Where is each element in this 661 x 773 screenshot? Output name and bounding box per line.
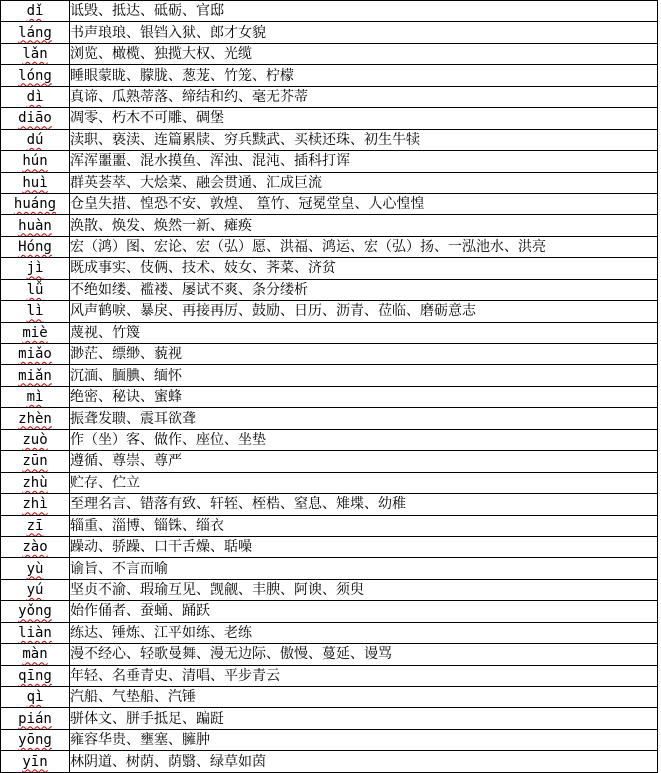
words-cell: 涣散、焕发、焕然一新、瘫痪 (70, 215, 658, 236)
pinyin-text: huàn (18, 217, 52, 234)
table-row (1, 601, 658, 622)
words-cell: 浑浑噩噩、混水摸鱼、浑浊、混沌、插科打诨 (70, 151, 658, 172)
pinyin-cell (1, 579, 70, 600)
table-row (1, 687, 658, 708)
words-cell: 辎重、淄博、锱铢、缁衣 (70, 515, 658, 536)
words-cell: 骈体文、胼手抵足、蹁跹 (70, 708, 658, 729)
pinyin-cell (1, 322, 70, 343)
table-row (1, 558, 658, 579)
words-cell: 真谛、瓜熟蒂落、缔结和约、毫无芥蒂 (70, 86, 658, 107)
table-row (1, 429, 658, 450)
words-cell: 蔑视、竹篾 (70, 322, 658, 343)
words-cell: 绝密、秘诀、蜜蜂 (70, 386, 658, 407)
pinyin-text: zhù (22, 474, 48, 491)
pinyin-text: Hóng (18, 239, 52, 256)
words-cell: 始作俑者、蚕蛹、踊跃 (70, 601, 658, 622)
pinyin-text: mì (26, 389, 44, 406)
pinyin-cell (1, 729, 70, 750)
words-cell: 仓皇失措、惶恐不安、敦煌、 篁竹、冠冕堂皇、人心惶惶 (70, 193, 658, 214)
pinyin-cell (1, 622, 70, 643)
pinyin-cell (1, 43, 70, 64)
pinyin-text: miè (22, 324, 48, 341)
pinyin-cell (1, 644, 70, 665)
pinyin-text: hún (22, 153, 48, 170)
table-row (1, 258, 658, 279)
words-cell: 林阴道、树荫、荫翳、绿草如茵 (70, 751, 658, 772)
pinyin-cell (1, 751, 70, 772)
pinyin-cell (1, 601, 70, 622)
pinyin-cell (1, 151, 70, 172)
pinyin-text: zhì (22, 496, 48, 513)
table-row (1, 472, 658, 493)
pinyin-cell (1, 687, 70, 708)
pinyin-cell (1, 301, 70, 322)
words-cell: 振聋发聩、震耳欲聋 (70, 408, 658, 429)
words-cell: 躁动、骄躁、口干舌燥、聒噪 (70, 536, 658, 557)
pinyin-cell (1, 472, 70, 493)
words-cell: 雍容华贵、壅塞、臃肿 (70, 729, 658, 750)
words-cell: 遵循、尊崇、尊严 (70, 451, 658, 472)
words-cell: 作（坐）客、做作、座位、坐垫 (70, 429, 658, 450)
words-cell: 渺茫、缥缈、藐视 (70, 344, 658, 365)
pinyin-cell (1, 258, 70, 279)
pinyin-cell (1, 451, 70, 472)
pinyin-text: lǎn (22, 46, 48, 63)
pinyin-text: dú (26, 131, 44, 148)
words-cell: 汽船、气垫船、汽锤 (70, 687, 658, 708)
table-body (1, 1, 658, 773)
table-row (1, 622, 658, 643)
pinyin-cell (1, 215, 70, 236)
pinyin-cell (1, 236, 70, 257)
table-row (1, 65, 658, 86)
pinyin-text: yīn (22, 753, 48, 770)
table-row (1, 344, 658, 365)
pinyin-text: yǒng (18, 603, 52, 620)
pinyin-cell (1, 386, 70, 407)
words-cell: 风声鹤唳、暴戾、再接再厉、鼓励、日历、沥青、莅临、磨砺意志 (70, 301, 658, 322)
table-row (1, 22, 658, 43)
pinyin-text: pián (18, 710, 52, 727)
pinyin-cell (1, 708, 70, 729)
pinyin-cell (1, 172, 70, 193)
pinyin-cell (1, 558, 70, 579)
pinyin-text: yōng (18, 732, 52, 749)
pinyin-text: màn (22, 646, 48, 663)
pinyin-text: dǐ (26, 3, 44, 20)
words-cell: 坚贞不渝、瑕瑜互见、觊觎、丰腴、阿谀、须臾 (70, 579, 658, 600)
pinyin-text: zuò (22, 431, 48, 448)
words-cell: 书声琅琅、银铛入狱、郎才女貌 (70, 22, 658, 43)
table-row (1, 1, 658, 22)
words-cell: 既成事实、伎俩、技术、妓女、荠菜、济贫 (70, 258, 658, 279)
pinyin-cell (1, 536, 70, 557)
table-row (1, 215, 658, 236)
words-cell: 渎职、亵渎、连篇累牍、穷兵黩武、买椟还珠、初生牛犊 (70, 129, 658, 150)
words-cell: 群英荟萃、大烩菜、融会贯通、汇成巨流 (70, 172, 658, 193)
table-row (1, 751, 658, 772)
words-cell: 漫不经心、轻歌曼舞、漫无边际、傲慢、蔓延、谩骂 (70, 644, 658, 665)
table-row (1, 665, 658, 686)
table-row (1, 365, 658, 386)
table-row (1, 129, 658, 150)
pinyin-cell (1, 129, 70, 150)
words-cell: 贮存、伫立 (70, 472, 658, 493)
pinyin-cell (1, 65, 70, 86)
words-cell: 浏览、橄榄、独揽大权、光缆 (70, 43, 658, 64)
pinyin-text: dì (26, 88, 44, 105)
pinyin-cell (1, 429, 70, 450)
words-cell: 凋零、朽木不可雕、碉堡 (70, 108, 658, 129)
table-row (1, 644, 658, 665)
table-row (1, 408, 658, 429)
pinyin-text: qīng (18, 667, 52, 684)
pinyin-cell (1, 279, 70, 300)
pinyin-text: jì (26, 260, 44, 277)
pinyin-text: yú (26, 582, 44, 599)
table-row (1, 193, 658, 214)
words-cell: 睡眼蒙眬、朦胧、葱茏、竹笼、柠檬 (70, 65, 658, 86)
words-cell: 年轻、名垂青史、清唱、平步青云 (70, 665, 658, 686)
pinyin-text: qì (26, 689, 44, 706)
table-row (1, 386, 658, 407)
table-row (1, 515, 658, 536)
table-row (1, 301, 658, 322)
table-row (1, 151, 658, 172)
pinyin-cell (1, 665, 70, 686)
table-row (1, 43, 658, 64)
pinyin-text: lǚ (26, 281, 44, 298)
pinyin-text: lóng (18, 67, 52, 84)
table-row (1, 279, 658, 300)
words-cell: 宏（鸿）图、宏论、宏（弘）愿、洪福、鸿运、宏（弘）扬、一泓池水、洪亮 (70, 236, 658, 257)
pinyin-cell (1, 193, 70, 214)
pinyin-text: huáng (13, 196, 57, 213)
pinyin-text: lì (26, 303, 44, 320)
table-row (1, 729, 658, 750)
pinyin-text: yù (26, 560, 44, 577)
words-cell: 不绝如缕、褴褛、屡试不爽、条分缕析 (70, 279, 658, 300)
pinyin-text: láng (18, 24, 52, 41)
pinyin-text: miǎo (18, 346, 52, 363)
pinyin-cell (1, 494, 70, 515)
table-row (1, 172, 658, 193)
pinyin-cell (1, 515, 70, 536)
table-row (1, 236, 658, 257)
words-cell: 沉湎、腼腆、缅怀 (70, 365, 658, 386)
words-cell: 谕旨、不言而喻 (70, 558, 658, 579)
pinyin-text: diāo (18, 110, 52, 127)
table-row (1, 536, 658, 557)
pinyin-cell (1, 1, 70, 22)
pinyin-text: zī (26, 517, 44, 534)
pinyin-cell (1, 108, 70, 129)
pinyin-text: zhèn (18, 410, 52, 427)
table-row (1, 579, 658, 600)
table-row (1, 451, 658, 472)
words-cell: 诋毁、抵达、砥砺、官邸 (70, 1, 658, 22)
table-row (1, 86, 658, 107)
pinyin-cell (1, 86, 70, 107)
pinyin-cell (1, 344, 70, 365)
pinyin-text: miǎn (18, 367, 52, 384)
pinyin-cell (1, 22, 70, 43)
pinyin-cell (1, 365, 70, 386)
pinyin-text: liàn (18, 624, 52, 641)
words-cell: 练达、锤炼、江平如练、老练 (70, 622, 658, 643)
table-row (1, 708, 658, 729)
table-row (1, 108, 658, 129)
words-cell: 至理名言、错落有致、轩轾、桎梏、窒息、雉堞、幼稚 (70, 494, 658, 515)
pinyin-text: huì (22, 174, 48, 191)
table-row (1, 494, 658, 515)
pinyin-text: zào (22, 539, 48, 556)
pinyin-text: zūn (22, 453, 48, 470)
pinyin-cell (1, 408, 70, 429)
table-row (1, 322, 658, 343)
